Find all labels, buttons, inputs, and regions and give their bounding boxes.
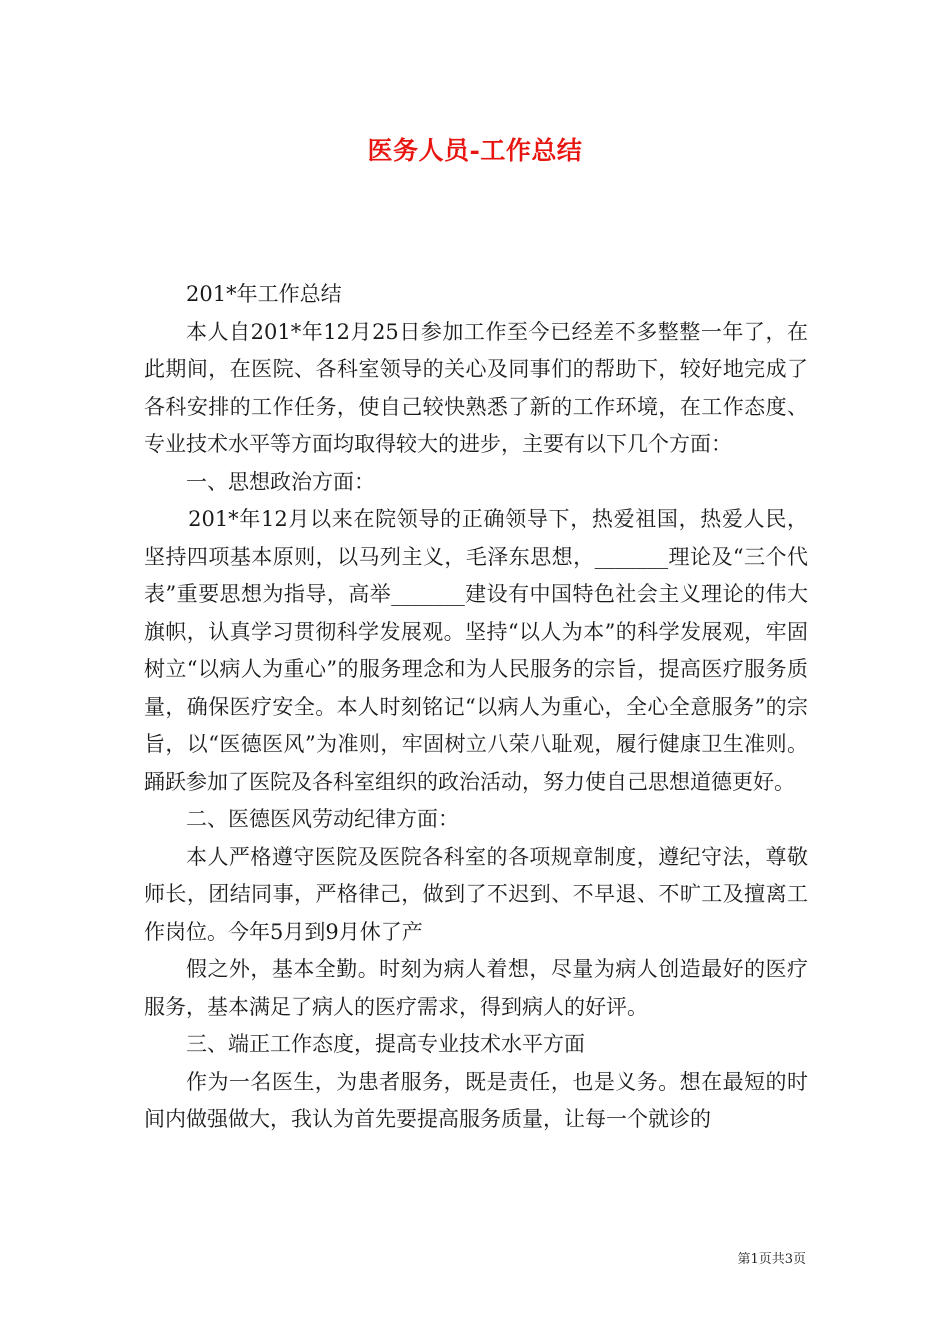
section-heading-ethics: 二、医德医风劳动纪律方面： xyxy=(186,807,459,831)
page-number-footer: 第1页共3页 xyxy=(737,1252,806,1267)
paragraph-ethics-continued: 假之外，基本全勤。时刻为病人着想，尽量为病人创造最好的医疗服务，基本满足了病人的医疗需求，得到病人的好评。 xyxy=(144,957,808,1019)
section-heading-politics: 一、思想政治方面： xyxy=(186,469,375,494)
document-body xyxy=(144,276,808,1139)
paragraph-attitude: 作为一名医生，为患者服务，既是责任，也是义务。想在最短的时间内做强做大，我认为首先要提高服务质量，让每一个就诊的 xyxy=(144,1069,808,1131)
paragraph-intro: 本人自201*年12月25日参加工作至今已经差不多整整一年了，在此期间，在医院、各科室领导的关心及同事们的帮助下，较好地完成了各科安排的工作任务，使自己较快熟悉了新的工作环境，在工作态度、专业技术水平等方面均取得较大的进步，主要有以下几个方面： xyxy=(144,319,808,456)
document-title: 医务人员-工作总结 xyxy=(367,136,583,165)
section-heading-attitude: 三、端正工作态度，提高专业技术水平方面 xyxy=(186,1032,585,1056)
paragraph-ethics: 本人严格遵守医院及医院各科室的各项规章制度，遵纪守法，尊敬师长，团结同事，严格律己，做到了不迟到、不早退、不旷工及擅离工作岗位。今年5月到9月休了产 xyxy=(144,844,808,944)
paragraph-politics: 201*年12月以来在院领导的正确领导下，热爱祖国，热爱人民，坚持四项基本原则，以马列主义，毛泽东思想，_______理论及“三个代表”重要思想为指导，高举_______建设有中国特色社会主义理论的伟大旗帜，认真学习贯彻科学发展观。坚持“以人为本”的科学发展观，牢固树立“以病人为重心”的服务理念和为人民服务的宗旨，提高医疗服务质量，确保医疗安全。本人时刻铭记“以病人为重心，全心全意服务”的宗旨，以“医德医风”为准则，牢固树立八荣八耻观，履行健康卫生准则。踊跃参加了医院及各科室组织的政治活动，努力使自己思想道德更好。 xyxy=(144,507,808,794)
paragraph-year-heading: 201*年工作总结 xyxy=(186,282,342,306)
